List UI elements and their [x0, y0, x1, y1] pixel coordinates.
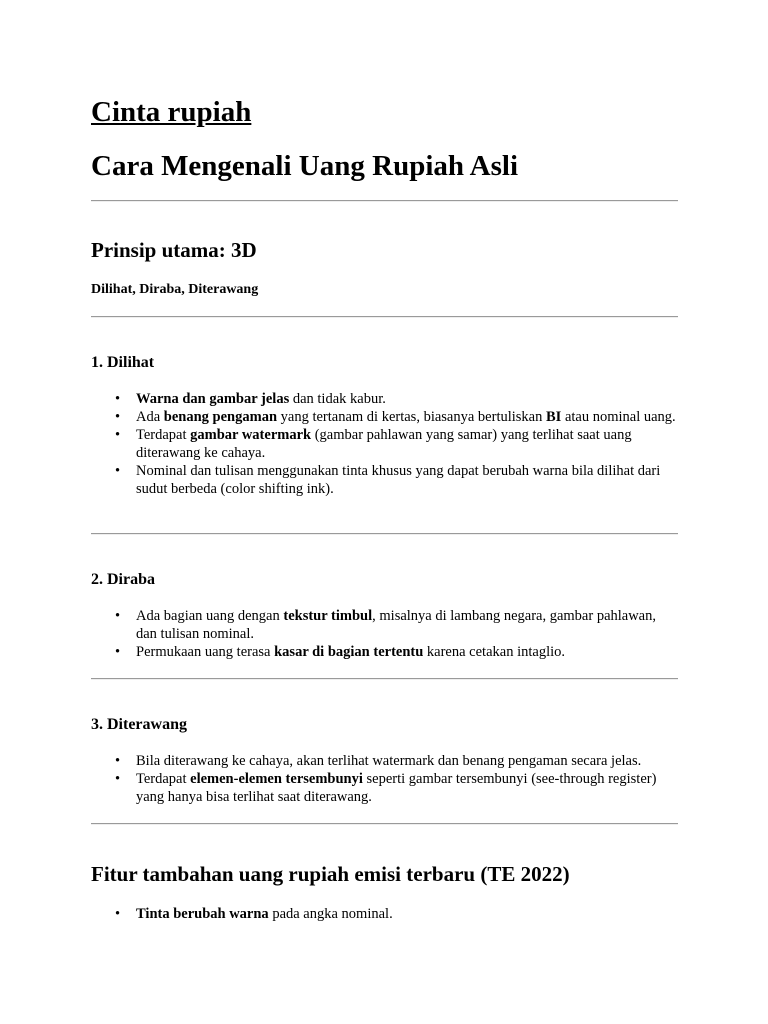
features-list [91, 905, 678, 923]
text-run: dan tidak kabur. [289, 391, 386, 407]
bold-text: gambar watermark [190, 427, 312, 443]
bold-text: benang pengaman [163, 409, 278, 425]
bold-text: kasar di bagian tertentu [274, 644, 424, 660]
text-run: (gambar pahlawan yang samar) yang terlihat saat uang diterawang ke cahaya. [136, 427, 632, 461]
text-run: pada angka nominal. [268, 906, 393, 922]
text-run: Bila diterawang ke cahaya, akan terlihat watermark dan benang pengaman secara jelas. [136, 753, 642, 769]
divider [91, 316, 678, 318]
text-run: Ada bagian uang dengan [136, 608, 284, 624]
text-run: Nominal dan tulisan menggunakan tinta khusus yang dapat berubah warna bila dilihat dari sudut berbeda (color shifting ink). [136, 463, 661, 497]
text-run: Terdapat [136, 771, 191, 787]
features-heading: Fitur tambahan uang rupiah emisi terbaru (TE 2022) [91, 862, 570, 886]
text-run: Ada [136, 409, 164, 425]
bold-text: tekstur timbul [283, 608, 373, 624]
page-title: Cara Mengenali Uang Rupiah Asli [91, 150, 518, 182]
list-item [136, 752, 678, 770]
bold-text: elemen-elemen tersembunyi [190, 771, 363, 787]
text-run: karena cetakan intaglio. [423, 644, 566, 660]
list-item [136, 426, 678, 462]
list-item [136, 770, 678, 806]
list-item [136, 607, 678, 643]
principle-heading: Prinsip utama: 3D [91, 238, 257, 262]
title-link[interactable]: Cinta rupiah [91, 96, 252, 128]
bold-text: Tinta berubah warna [136, 906, 269, 922]
text-run: atau nominal uang. [561, 409, 676, 425]
section-list-diterawang [91, 752, 678, 806]
section-list-dilihat [91, 390, 678, 498]
divider [91, 533, 678, 535]
text-run: yang tertanam di kertas, biasanya bertuliskan [277, 409, 546, 425]
list-item [136, 390, 678, 408]
bold-text: Warna dan gambar jelas [136, 391, 290, 407]
text-run: , misalnya di lambang negara, gambar pahlawan, dan tulisan nominal. [136, 608, 656, 642]
section-heading-dilihat: 1. Dilihat [91, 354, 155, 371]
list-item [136, 408, 678, 426]
text-run: Terdapat [136, 427, 191, 443]
divider [91, 200, 678, 202]
divider [91, 823, 678, 825]
list-item [136, 905, 678, 923]
section-list-diraba [91, 607, 678, 661]
principle-subtitle: Dilihat, Diraba, Diterawang [91, 282, 259, 297]
divider [91, 678, 678, 680]
bold-text: BI [545, 409, 562, 425]
list-item [136, 643, 678, 661]
section-heading-diraba: 2. Diraba [91, 571, 155, 588]
text-run: Permukaan uang terasa [136, 644, 275, 660]
list-item [136, 462, 678, 498]
text-run: seperti gambar tersembunyi (see-through register) yang hanya bisa terlihat saat diterawang. [136, 771, 657, 805]
section-heading-diterawang: 3. Diterawang [91, 716, 187, 733]
